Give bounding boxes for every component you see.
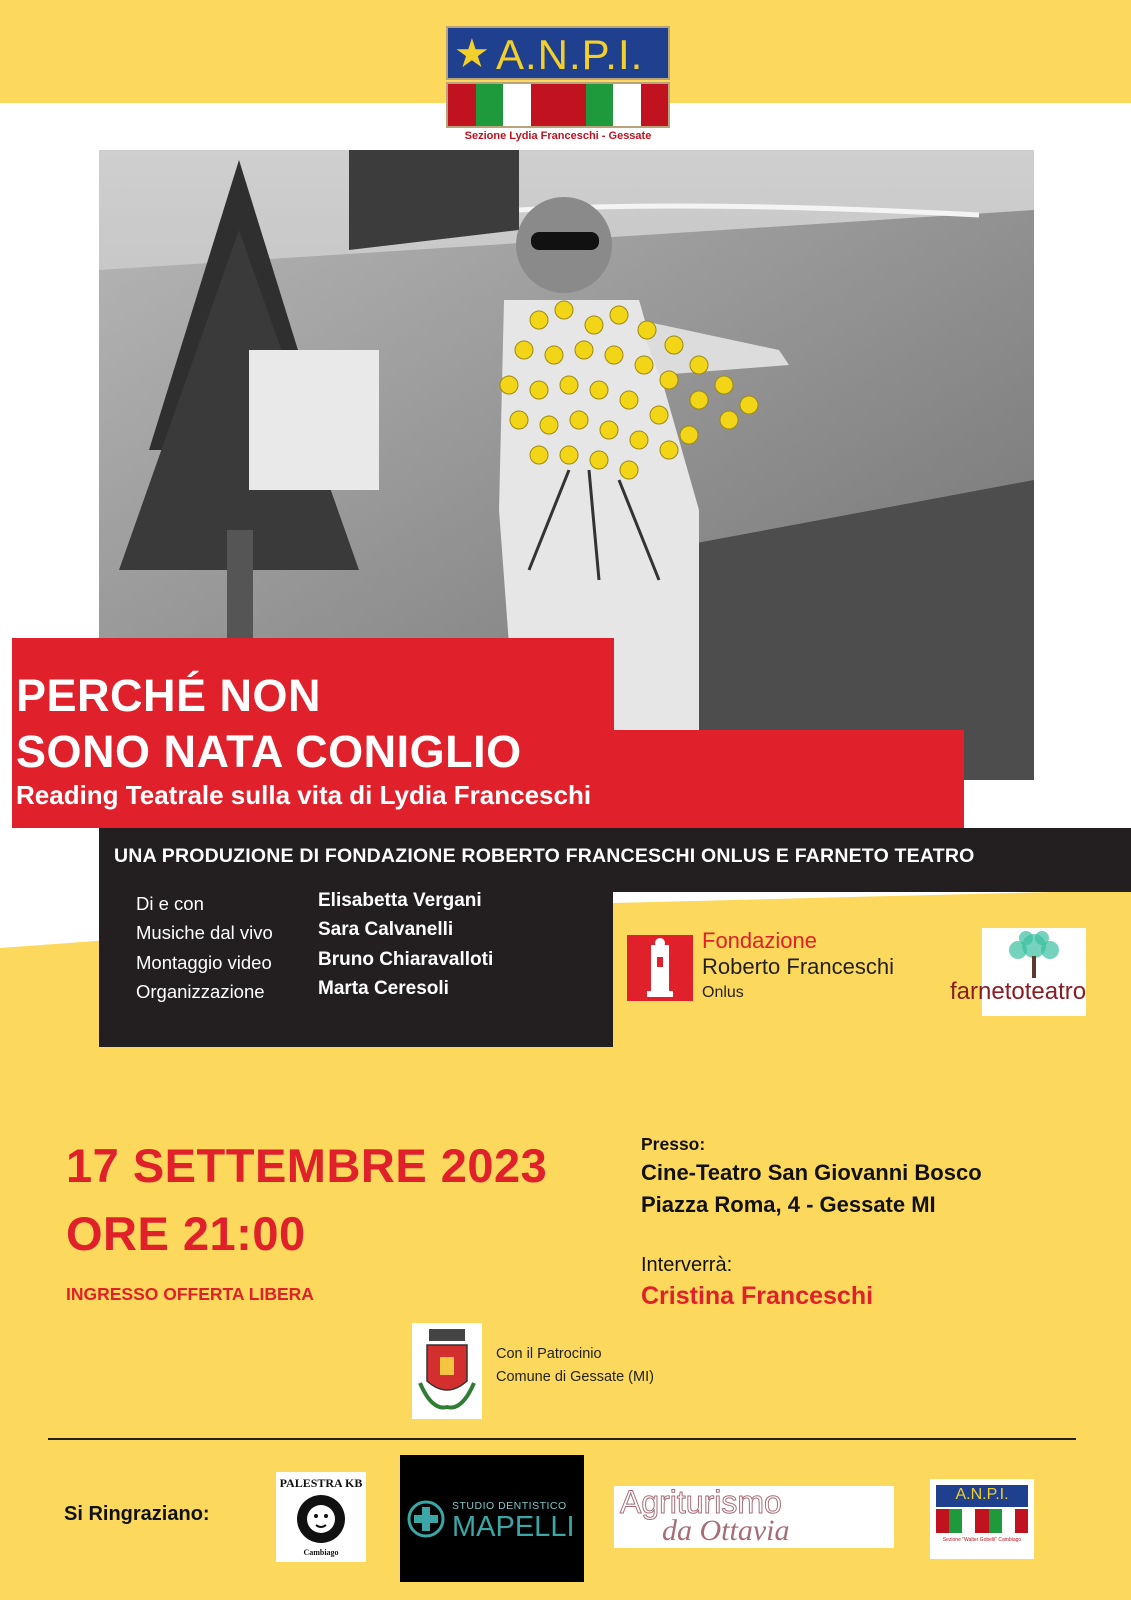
anpi-logo (446, 26, 670, 146)
subtitle: Reading Teatrale sulla vita di Lydia Franceschi (16, 780, 592, 810)
anpi-logo-text: A.N.P.I. (496, 31, 644, 78)
palestra-logo-name: PALESTRA KB (279, 1476, 363, 1490)
credit-role: Organizzazione (136, 981, 265, 1002)
venue-label: Presso: (641, 1134, 706, 1154)
credit-name: Marta Ceresoli (318, 978, 449, 999)
mapelli-logo (400, 1455, 584, 1582)
gessate-coat-of-arms (412, 1323, 482, 1419)
credit-role: Di e con (136, 893, 204, 914)
event-date: 17 SETTEMBRE 2023 (66, 1139, 548, 1192)
star-icon: ★ (454, 32, 490, 76)
fondazione-name-2: Roberto Franceschi (702, 954, 894, 979)
fondazione-tower-icon (627, 935, 693, 1001)
farneto-logo-text: farnetoteatro (950, 978, 1087, 1005)
credit-name: Elisabetta Vergani (318, 890, 482, 911)
divider (48, 1438, 1076, 1440)
thanks-label: Si Ringraziano: (64, 1503, 210, 1525)
speaker-label: Interverrà: (641, 1254, 733, 1276)
patronage-line-1: Con il Patrocinio (496, 1346, 602, 1362)
anpi-section-name: Sezione Lydia Franceschi - Gessate (464, 130, 652, 142)
fondazione-name-1: Fondazione (702, 928, 817, 953)
patronage-line-2: Comune di Gessate (MI) (496, 1369, 654, 1385)
dental-cross-icon (406, 1499, 446, 1539)
mapelli-studio-label: STUDIO DENTISTICO (452, 1500, 567, 1512)
credit-role: Musiche dal vivo (136, 922, 273, 943)
venue-address: Piazza Roma, 4 - Gessate MI (641, 1192, 936, 1217)
credit-name: Sara Calvanelli (318, 919, 454, 940)
admission-note: INGRESSO OFFERTA LIBERA (66, 1284, 314, 1304)
speaker-name: Cristina Franceschi (641, 1282, 874, 1310)
fondazione-name-3: Onlus (702, 984, 744, 1001)
title-line-1: PERCHÉ NON (16, 670, 322, 721)
mapelli-name: MAPELLI (452, 1511, 575, 1543)
tree-icon (982, 928, 1086, 978)
credit-name: Bruno Chiaravalloti (318, 949, 494, 970)
italian-flag-stripes (446, 82, 670, 128)
anpi-small-subtitle: Sezione "Walter Gobelli" Cambiago (942, 1537, 1022, 1543)
palestra-logo-town: Cambiago (303, 1548, 339, 1557)
production-credit: UNA PRODUZIONE DI FONDAZIONE ROBERTO FRANCESCHI ONLUS E FARNETO TEATRO (114, 845, 975, 867)
palestra-kb-logo (276, 1472, 366, 1562)
anpi-cambiago-logo (930, 1479, 1034, 1559)
italian-flag-stripes (936, 1509, 1028, 1533)
anpi-small-text: A.N.P.I. (955, 1486, 1009, 1503)
venue-name: Cine-Teatro San Giovanni Bosco (641, 1160, 982, 1185)
agriturismo-label: Agriturismo (620, 1484, 782, 1520)
title-line-2: SONO NATA CONIGLIO (16, 726, 522, 777)
agriturismo-logo (614, 1486, 894, 1548)
event-time: ORE 21:00 (66, 1207, 306, 1260)
agriturismo-name: da Ottavia (662, 1514, 790, 1547)
credit-role: Montaggio video (136, 952, 272, 973)
